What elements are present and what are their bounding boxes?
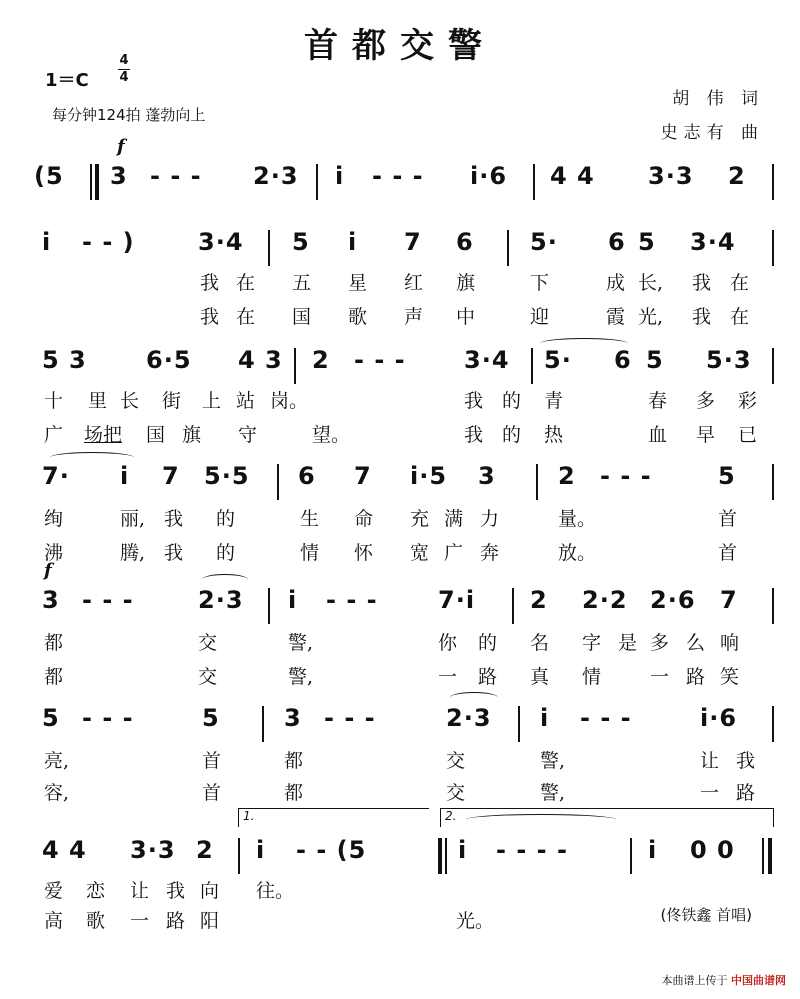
note: 3·4 [198, 228, 244, 256]
note: 2·3 [253, 162, 299, 190]
lyric: 量。 [558, 508, 597, 530]
lyric: 我 [164, 508, 184, 530]
lyric: 的 [478, 632, 498, 654]
lyric: 长, [638, 272, 664, 294]
lyric: 路 [478, 666, 498, 688]
note: 3·4 [464, 346, 510, 374]
lyric: 警, [540, 782, 566, 804]
note: 5·3 [706, 346, 752, 374]
notation-row-5 [0, 586, 800, 626]
lyric: 丽, [120, 508, 146, 530]
barline [772, 164, 774, 200]
dashes: - - - [150, 162, 202, 190]
lyric: 路 [686, 666, 706, 688]
note: 4 4 [550, 162, 595, 190]
dynamic-forte-1: f [117, 136, 125, 157]
lyrics-verse1-row3 [0, 386, 800, 416]
lyric: 交 [446, 750, 466, 772]
lyric: 星 [348, 272, 368, 294]
lyricist-credit: 胡 伟 词 [672, 89, 764, 109]
lyric: 路 [736, 782, 756, 804]
site-logo[interactable]: 中国曲谱网 [731, 974, 786, 987]
lyric: 我 [164, 542, 184, 564]
barline [518, 706, 520, 742]
note: 3 [42, 586, 60, 614]
barline [772, 706, 774, 742]
note: 2·3 [446, 704, 492, 732]
lyric: 我 [692, 306, 712, 328]
barline [268, 230, 270, 266]
lyrics-verse1-row7 [0, 876, 800, 906]
lyric: 都 [284, 750, 304, 772]
lyric: 我 [200, 306, 220, 328]
lyric: 的 [216, 542, 236, 564]
lyric: 真 [530, 666, 550, 688]
lyric: 交 [198, 666, 218, 688]
note: 5 [638, 228, 656, 256]
note: 2 [312, 346, 330, 374]
note: 3 [110, 162, 128, 190]
lyrics-verse2-row3 [0, 420, 800, 450]
tie-slur [450, 692, 498, 703]
note: 6·5 [146, 346, 192, 374]
repeat-end-thick [438, 838, 442, 874]
lyric: 歌 [348, 306, 368, 328]
lyric: 么 [686, 632, 706, 654]
lyric: 充 [410, 508, 430, 530]
note: 3·3 [648, 162, 694, 190]
barline [772, 588, 774, 624]
lyric: 一 [438, 666, 458, 688]
lyric: 放。 [558, 542, 597, 564]
note: i [42, 228, 52, 256]
note: 2 [728, 162, 746, 190]
dashes: - - - [324, 704, 376, 732]
lyric: 在 [236, 306, 256, 328]
singer-credit: (佟铁鑫 首唱) [660, 906, 752, 924]
barline [630, 838, 632, 874]
barline [507, 230, 509, 266]
lyric: 里 [88, 390, 108, 412]
lyric: 高 [44, 910, 64, 932]
lyric: 旗 [456, 272, 476, 294]
note: i [335, 162, 345, 190]
barline [512, 588, 514, 624]
lyric: 我 [464, 424, 484, 446]
lyric: 容, [44, 782, 70, 804]
composer-credit: 史志有 曲 [660, 123, 764, 143]
lyric: 下 [530, 272, 550, 294]
barline [536, 464, 538, 500]
lyric: 歌 [86, 910, 106, 932]
note: 3·4 [690, 228, 736, 256]
lyric: 青 [544, 390, 564, 412]
notation-row-6 [0, 704, 800, 744]
lyric: 广 [444, 542, 464, 564]
note: i [540, 704, 550, 732]
lyric: 我 [692, 272, 712, 294]
note: 6 [614, 346, 632, 374]
barline [772, 464, 774, 500]
volta-2-label: 2. [445, 809, 457, 823]
lyric: 的 [216, 508, 236, 530]
note: 7 [162, 462, 180, 490]
lyric: 声 [404, 306, 424, 328]
notation-row-7 [0, 836, 800, 876]
note: 5· [544, 346, 572, 374]
lyric: 多 [696, 390, 716, 412]
lyric: 一 [650, 666, 670, 688]
lyric: 命 [354, 508, 374, 530]
lyric: 沸 [44, 542, 64, 564]
repeat-start-barline [90, 164, 92, 200]
note: 2·2 [582, 586, 628, 614]
lyric: 爱 [44, 880, 64, 902]
lyric: 光。 [456, 910, 495, 932]
note: 4 3 [238, 346, 283, 374]
note: 3·3 [130, 836, 176, 864]
lyric: 警, [288, 666, 314, 688]
lyric: 生 [300, 508, 320, 530]
upload-text: 本曲谱上传于 [661, 974, 728, 987]
key-signature: 1＝C [45, 70, 89, 91]
lyric: 名 [530, 632, 550, 654]
lyric: 国 [292, 306, 312, 328]
tie-slur [202, 574, 248, 585]
time-signature-top: 4 [119, 53, 129, 68]
lyric: 已 [738, 424, 758, 446]
dashes: - - - [580, 704, 632, 732]
volta-1-label: 1. [243, 809, 255, 823]
lyric: 阳 [200, 910, 220, 932]
lyric: 春 [648, 390, 668, 412]
note: 5 3 [42, 346, 87, 374]
lyric: 响 [720, 632, 740, 654]
lyric: 长 [120, 390, 140, 412]
barline [268, 588, 270, 624]
lyric: 往。 [256, 880, 295, 902]
barline [277, 464, 279, 500]
lyric: 的 [502, 390, 522, 412]
lyric: 的 [502, 424, 522, 446]
note: 2·3 [198, 586, 244, 614]
note: 6 [608, 228, 626, 256]
lyric: 血 [648, 424, 668, 446]
lyric: 光, [638, 306, 664, 328]
note: 5·5 [204, 462, 250, 490]
note: i [648, 836, 658, 864]
note: i [348, 228, 358, 256]
barline [772, 230, 774, 266]
lyrics-verse1-row4 [0, 504, 800, 534]
note: i [458, 836, 468, 864]
note: 5 [718, 462, 736, 490]
lyric: 我 [464, 390, 484, 412]
lyric: 红 [404, 272, 424, 294]
dashes: - - - [82, 586, 134, 614]
lyric: 首 [718, 508, 738, 530]
upload-footer [662, 972, 787, 988]
lyric: 五 [292, 272, 312, 294]
lyrics-verse1-row2 [0, 268, 800, 298]
lyric: 你 [438, 632, 458, 654]
notation-row-4 [0, 462, 800, 502]
lyric: 都 [44, 666, 64, 688]
lyric: 上 [202, 390, 222, 412]
lyric: 首 [202, 782, 222, 804]
lyric: 腾, [120, 542, 146, 564]
lyric: 我 [736, 750, 756, 772]
barline [316, 164, 318, 200]
tie-slur [466, 814, 616, 825]
barline [238, 838, 240, 874]
lyric: 警, [288, 632, 314, 654]
note: 7·i [438, 586, 476, 614]
lyric: 怀 [354, 542, 374, 564]
barline [772, 348, 774, 384]
note: 5 [292, 228, 310, 256]
lyric: 宽 [410, 542, 430, 564]
lyric: 岗。 [270, 390, 309, 412]
lyric: 是 [618, 632, 638, 654]
lyrics-verse2-row2 [0, 302, 800, 332]
barline [262, 706, 264, 742]
lyric: 亮, [44, 750, 70, 772]
lyric: 在 [236, 272, 256, 294]
lyric: 恋 [86, 880, 106, 902]
lyric: 我 [200, 272, 220, 294]
lyric: 早 [696, 424, 716, 446]
lyric: 旗 [182, 424, 202, 446]
lyric: 热 [544, 424, 564, 446]
lyric: 首 [202, 750, 222, 772]
lyric: 情 [300, 542, 320, 564]
lyric: 交 [446, 782, 466, 804]
note: 6 [456, 228, 474, 256]
time-signature-bottom: 4 [119, 70, 129, 85]
lyric: 在 [730, 272, 750, 294]
note: 6 [298, 462, 316, 490]
lyric: 都 [284, 782, 304, 804]
lyric: 让 [700, 750, 720, 772]
lyric: 都 [44, 632, 64, 654]
note: 5 [646, 346, 664, 374]
lyric: 广 [44, 424, 64, 446]
tempo-marking: 每分钟124拍 蓬勃向上 [52, 106, 206, 124]
note: 7 [720, 586, 738, 614]
lyric: 绚 [44, 508, 64, 530]
dashes-and-restart: - - (5 [296, 836, 367, 864]
lyric: 我 [166, 880, 186, 902]
lyric: 奔 [480, 542, 500, 564]
repeat-start-thick [95, 164, 99, 200]
lyric: 一 [700, 782, 720, 804]
notation-row-3 [0, 346, 800, 386]
note: (5 [34, 162, 64, 190]
barline [533, 164, 535, 200]
note: i·5 [410, 462, 448, 490]
lyric: 中 [456, 306, 476, 328]
note: 7 [404, 228, 422, 256]
lyrics-verse2-row6 [0, 778, 800, 808]
dashes: - - - [354, 346, 406, 374]
dynamic-forte-2: f [44, 560, 52, 581]
barline [531, 348, 533, 384]
note: 7 [354, 462, 372, 490]
lyrics-verse2-row4 [0, 538, 800, 568]
lyric: 交 [198, 632, 218, 654]
note: i [288, 586, 298, 614]
note: 4 4 [42, 836, 87, 864]
lyric: 霞 [606, 306, 626, 328]
lyric: 让 [130, 880, 150, 902]
lyric: 迎 [530, 306, 550, 328]
lyric: 场把 [84, 424, 123, 446]
note: 2 [558, 462, 576, 490]
lyric: 力 [480, 508, 500, 530]
notation-row-1 [0, 162, 800, 202]
lyric: 国 [146, 424, 166, 446]
song-title: 首都交警 [304, 26, 496, 66]
rests: 0 0 [690, 836, 735, 864]
lyrics-verse1-row5 [0, 628, 800, 658]
notation-row-2 [0, 228, 800, 268]
note: i [120, 462, 130, 490]
note: 2·6 [650, 586, 696, 614]
lyric: 多 [650, 632, 670, 654]
lyric: 情 [582, 666, 602, 688]
lyric: 成 [606, 272, 626, 294]
lyric: 首 [718, 542, 738, 564]
barline [294, 348, 296, 384]
note: i·6 [700, 704, 738, 732]
note: i [256, 836, 266, 864]
lyric: 街 [162, 390, 182, 412]
note: 3 [284, 704, 302, 732]
lyric: 字 [582, 632, 602, 654]
note: i·6 [470, 162, 508, 190]
lyric: 守 [238, 424, 258, 446]
lyrics-verse1-row6 [0, 746, 800, 776]
dashes: - - - - [496, 836, 568, 864]
dashes: - - - [600, 462, 652, 490]
note: 5· [530, 228, 558, 256]
dashes: - - - [326, 586, 378, 614]
lyric: 警, [540, 750, 566, 772]
dashes: - - ) [82, 228, 135, 256]
lyrics-verse2-row5 [0, 662, 800, 692]
lyric: 站 [236, 390, 256, 412]
dashes: - - - [372, 162, 424, 190]
lyric: 十 [44, 390, 64, 412]
note: 7· [42, 462, 70, 490]
dashes: - - - [82, 704, 134, 732]
time-signature [118, 54, 130, 85]
repeat-end-barline [445, 838, 447, 874]
final-barline-thin [762, 838, 764, 874]
lyric: 向 [200, 880, 220, 902]
lyric: 彩 [738, 390, 758, 412]
lyric: 望。 [312, 424, 351, 446]
lyric: 在 [730, 306, 750, 328]
lyric: 一 [130, 910, 150, 932]
lyric: 路 [166, 910, 186, 932]
lyric: 笑 [720, 666, 740, 688]
volta-bracket-1 [238, 808, 429, 827]
final-barline-thick [768, 838, 772, 874]
note: 5 [202, 704, 220, 732]
lyric: 满 [444, 508, 464, 530]
note: 2 [196, 836, 214, 864]
note: 5 [42, 704, 60, 732]
note: 3 [478, 462, 496, 490]
note: 2 [530, 586, 548, 614]
